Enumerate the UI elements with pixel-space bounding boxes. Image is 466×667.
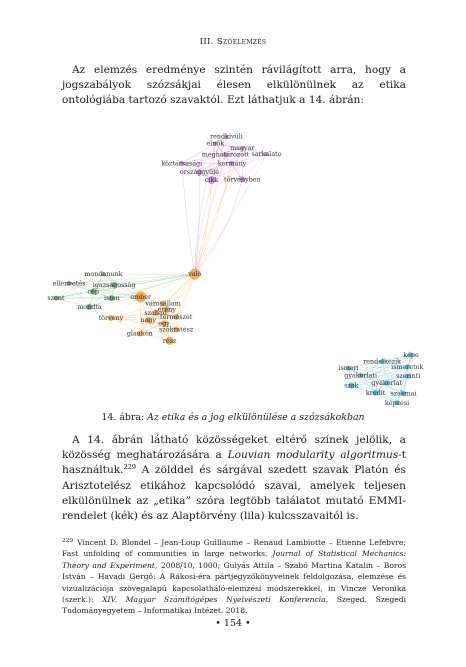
page-number: • 154 •: [215, 618, 251, 629]
header-title: Szóelemzés: [216, 37, 267, 47]
edge-bridge: [195, 172, 200, 274]
footnote: [62, 537, 406, 617]
node-label: szakmai: [390, 389, 417, 398]
fn-part-c: , 2008/10, 1000; Gulyás Attila – Szabó Martina Katalin – Boros István – Havadi Gergő: A Rákosi-éra pártjegyzőkönyveinek feldolgozása, elemzése és vizualizációja szövegalapú kapcsolatháló-elemzési módszerekkel, in Vincze Veronika (szerk.):: [62, 560, 407, 605]
header-roman: III.: [199, 37, 214, 47]
node-label: mondanunk: [84, 270, 123, 279]
node-label: sarkalato: [251, 150, 282, 159]
node-label: elnök: [206, 139, 225, 148]
node-label: városállam: [145, 299, 181, 308]
node-label: isten: [103, 294, 120, 303]
node-label: szabad: [144, 308, 167, 317]
node-label: gyakorlat: [371, 378, 403, 387]
node-label: természet: [160, 312, 193, 321]
figure-caption: [0, 412, 466, 423]
node-label: szent: [47, 294, 65, 303]
node-label: ismeri: [338, 364, 359, 373]
node-label: ismeretek: [391, 362, 424, 371]
node-label: cép: [87, 287, 99, 296]
node-label: kredit: [365, 388, 386, 397]
node-label: szókratész: [159, 325, 194, 334]
figure-labels: [47, 133, 423, 407]
node-label: köztársasági: [161, 159, 203, 168]
node-label: törvény: [98, 314, 124, 323]
edge-bridge: [182, 163, 195, 274]
node-label: ember: [130, 292, 152, 301]
node-label: országgyűlé: [179, 168, 219, 177]
caption-text: Az etika és a jog elkülönülése a szózsákokban: [147, 412, 365, 423]
node-label: nagy: [140, 316, 157, 325]
edge-bridge: [195, 179, 243, 274]
node-label: képe: [403, 350, 419, 359]
p2-part-b: Louvian modularity algoritmus: [227, 449, 399, 462]
p2-part-a: A 14. ábrán látható közösségeket eltérő színek jelölik, a közösség meghatározására a: [62, 434, 406, 462]
node-label: szak: [344, 381, 359, 390]
edge-orange: [176, 274, 195, 317]
fn-part-b: Journal of Statistical Mechanics: Theory and Experiment: [62, 549, 406, 570]
paragraph-analysis: [62, 433, 406, 524]
fn-part-a: Vincent D. Blondel – Jean-Loup Guillaume – Renaud Lambiotte – Etienne Lefebvre: Fast unfolding of communities in large networks,: [62, 538, 406, 559]
node-label: szerinti: [396, 372, 421, 381]
p2-part-c: -t használtuk.: [62, 449, 406, 477]
node-label: mondta: [77, 302, 102, 311]
node-label: képzési: [384, 398, 410, 407]
node-label: törvényben: [224, 175, 261, 184]
node-label: glaukón: [126, 329, 153, 338]
node-label: erény: [157, 305, 177, 314]
node-label: rendelkezik: [363, 357, 402, 366]
p2-part-d: A zölddel és sárgával szedett szavak Platón és Arisztotelész etikához kapcsolódó szavai, amelyek teljesen elkülönülnek az „etika” szóra legtöbb találatot mutató EMMI-rendelet (kék) és az Alaptörvény (lila) kulcsszavaitól is.: [62, 464, 406, 523]
node-label: rendkívüli: [210, 132, 243, 141]
node-label: egy: [158, 319, 170, 328]
edge-orange: [140, 297, 141, 334]
node-label: rész: [162, 336, 177, 345]
node-label: cikk: [204, 176, 219, 185]
paragraph-intro: Az elemzés eredménye szintén rávilágított arra, hogy a jogszabályok szózsákjai élesen elkülönülnek az etika ontológiába tartozó szavaktól. Ezt láthatjuk a 14. ábrán:: [62, 64, 406, 107]
footnote-ref[interactable]: 229: [123, 463, 136, 472]
fn-part-e: , Szeged, Szegedi Tudományegyetem – Informatikai Intézet, 2018.: [62, 595, 406, 616]
footnote-number: 229: [62, 538, 74, 544]
node-label: gyakorlati: [344, 371, 378, 380]
node-label: meghatározott: [201, 150, 250, 159]
node-label: kormány: [217, 159, 247, 168]
node-label: igazságosság: [92, 280, 136, 289]
fn-part-d: XIV. Magyar Számítógépes Nyelvészeti Konferencia: [102, 595, 326, 605]
node-label: ellenvetés: [52, 279, 86, 288]
caption-prefix: 14. ábra:: [101, 412, 148, 423]
node-label: magyar: [230, 144, 255, 153]
node-label: való: [188, 270, 202, 279]
